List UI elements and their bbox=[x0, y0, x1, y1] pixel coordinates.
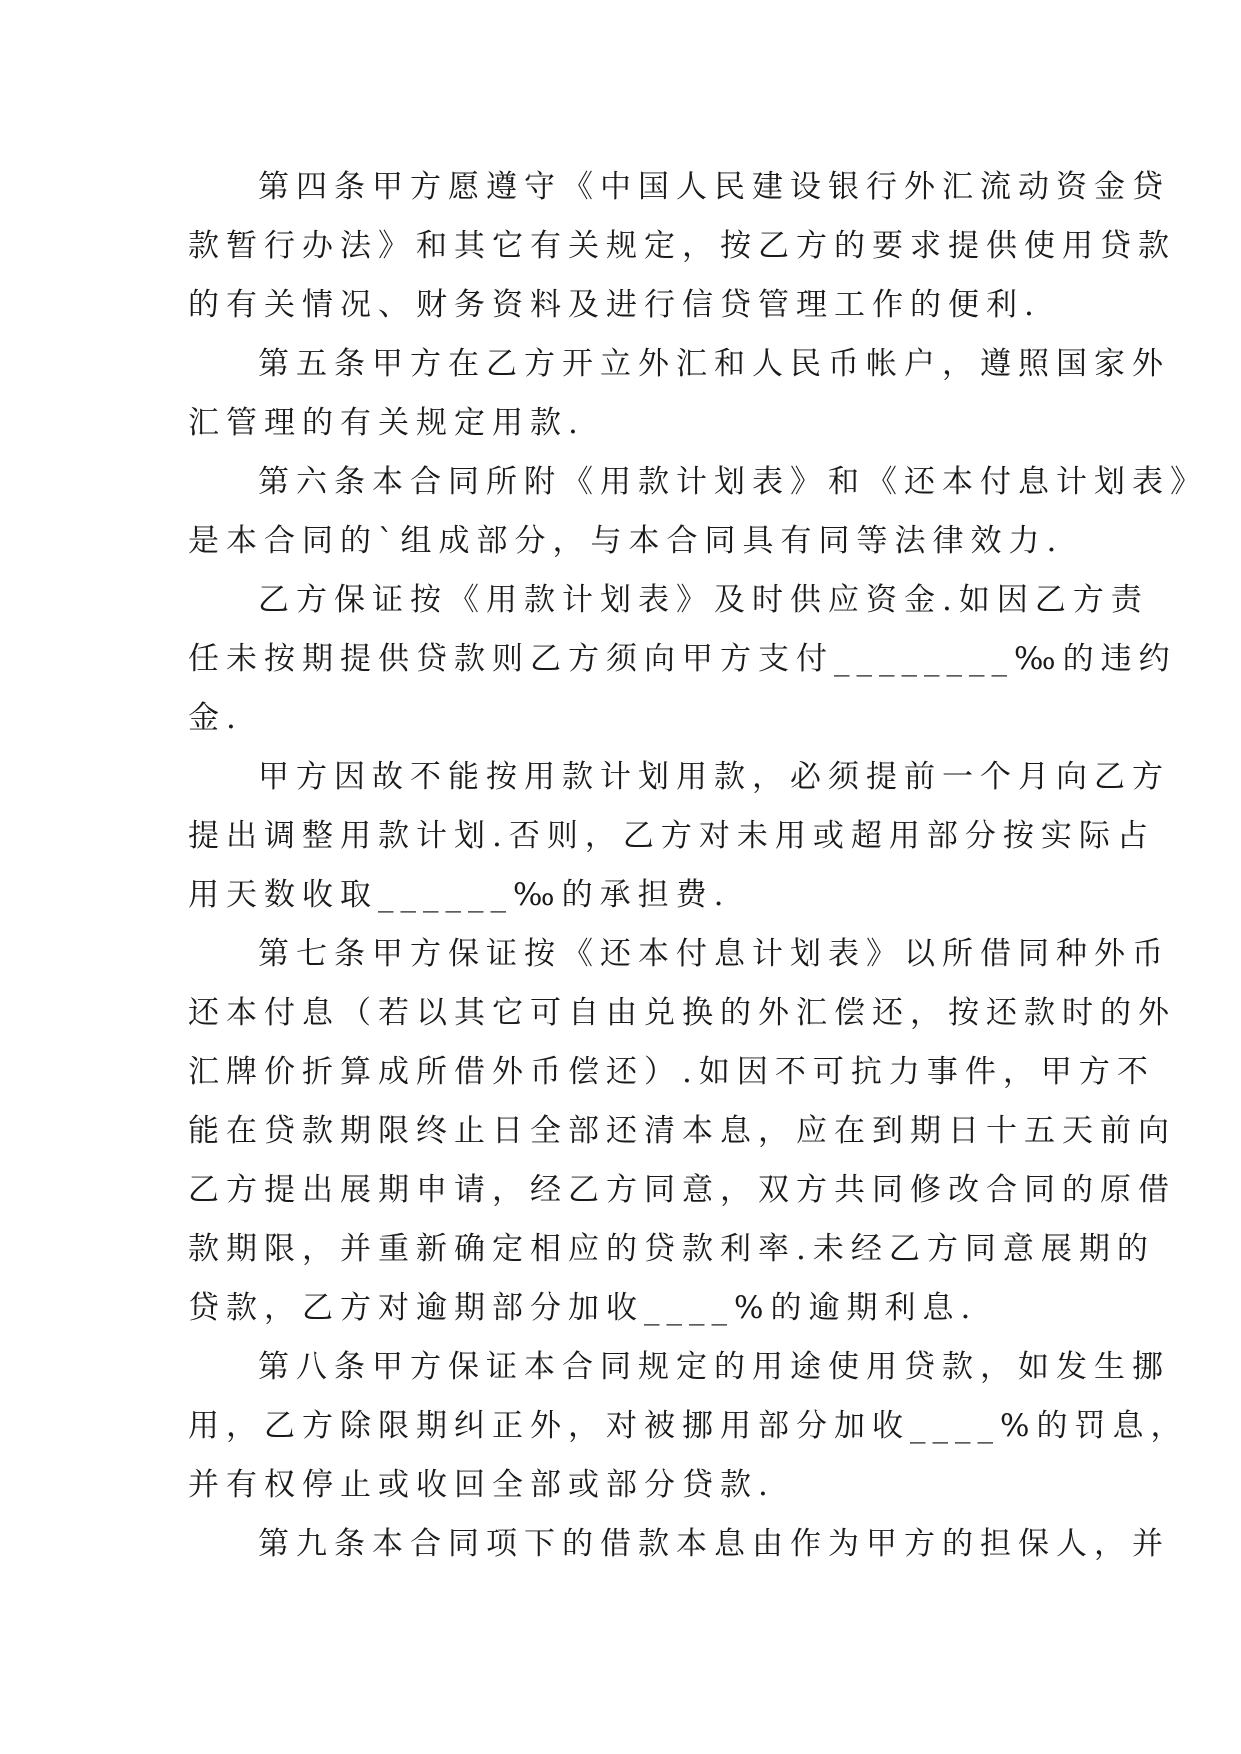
text-line: 第九条本合同项下的借款本息由作为甲方的担保人，并 bbox=[258, 1526, 1170, 1562]
text-line: 是本合同的`组成部分，与本合同具有同等法律效力. bbox=[188, 523, 1064, 559]
text-line: 第六条本合同所附《用款计划表》和《还本付息计划表》 bbox=[258, 464, 1208, 500]
text-line: 款期限，并重新确定相应的贷款利率.未经乙方同意展期的 bbox=[188, 1231, 1155, 1267]
text-line: 任未按期提供贷款则乙方须向甲方支付________‰的违约 bbox=[188, 641, 1177, 677]
text-line: 第八条甲方保证本合同规定的用途使用贷款，如发生挪 bbox=[258, 1349, 1170, 1385]
text-line: 第七条甲方保证按《还本付息计划表》以所借同种外币 bbox=[258, 936, 1170, 972]
text-line: 款暂行办法》和其它有关规定，按乙方的要求提供使用贷款 bbox=[188, 228, 1176, 264]
text-line: 用，乙方除限期纠正外，对被挪用部分加收____%的罚息， bbox=[188, 1408, 1189, 1444]
text-line: 能在贷款期限终止日全部还清本息，应在到期日十五天前向 bbox=[188, 1113, 1176, 1149]
text-line: 并有权停止或收回全部或部分贷款. bbox=[188, 1467, 775, 1503]
text-line: 提出调整用款计划.否则，乙方对未用或超用部分按实际占 bbox=[188, 818, 1155, 854]
text-line: 汇牌价折算成所借外币偿还）.如因不可抗力事件，甲方不 bbox=[188, 1054, 1155, 1090]
text-line: 用天数收取______‰的承担费. bbox=[188, 877, 731, 913]
text-line: 乙方提出展期申请，经乙方同意，双方共同修改合同的原借 bbox=[188, 1172, 1176, 1208]
text-line: 汇管理的有关规定用款. bbox=[188, 405, 585, 441]
text-line: 还本付息（若以其它可自由兑换的外汇偿还，按还款时的外 bbox=[188, 995, 1176, 1031]
document-body bbox=[188, 158, 1208, 1574]
text-line: 乙方保证按《用款计划表》及时供应资金.如因乙方责 bbox=[258, 582, 1149, 618]
text-line: 第五条甲方在乙方开立外汇和人民币帐户，遵照国家外 bbox=[258, 346, 1170, 382]
text-line: 第四条甲方愿遵守《中国人民建设银行外汇流动资金贷 bbox=[258, 169, 1170, 205]
text-line: 贷款，乙方对逾期部分加收____%的逾期利息. bbox=[188, 1290, 978, 1326]
text-line: 甲方因故不能按用款计划用款，必须提前一个月向乙方 bbox=[258, 759, 1170, 795]
text-line: 的有关情况、财务资料及进行信贷管理工作的便利. bbox=[188, 287, 1041, 323]
text-line: 金. bbox=[188, 700, 243, 736]
